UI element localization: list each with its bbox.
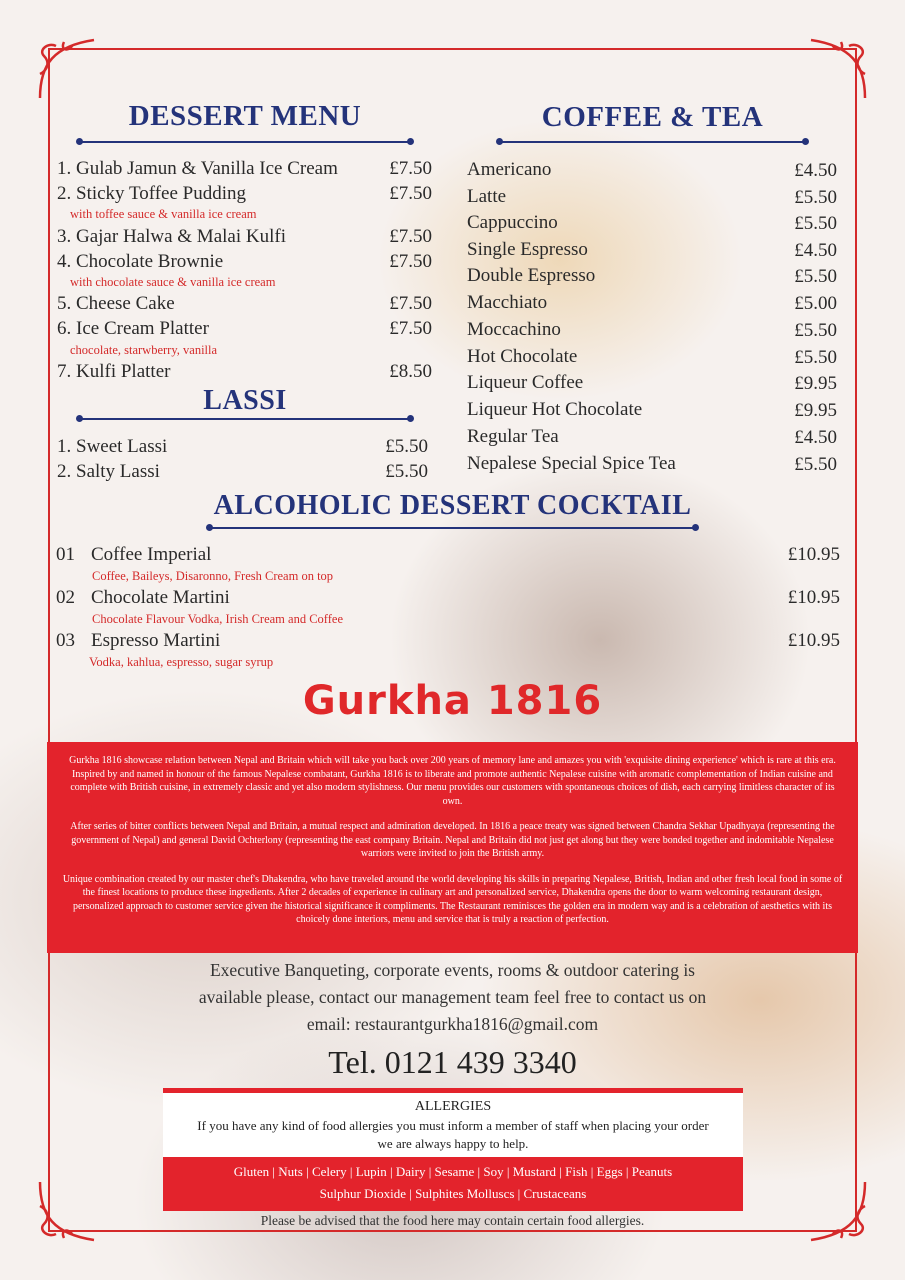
dessert-item-name: 3. Gajar Halwa & Malai Kulfi (57, 226, 286, 247)
allergen-list-line: Sulphur Dioxide | Sulphites Molluscs | Crustaceans (319, 1186, 587, 1201)
corner-ornament-icon (801, 34, 871, 104)
dessert-item-note: with toffee sauce & vanilla ice cream (70, 207, 257, 221)
allergen-list (163, 1157, 743, 1211)
cocktail-item-note: Vodka, kahlua, espresso, sugar syrup (89, 655, 274, 669)
dessert-item-price: £7.50 (389, 158, 432, 179)
corner-ornament-icon (34, 1176, 104, 1246)
brand-logo: Gurkha 1816 (302, 678, 603, 724)
dessert-item-name: 7. Kulfi Platter (57, 361, 171, 382)
contact-email: email: restaurantgurkha1816@gmail.com (306, 1014, 599, 1034)
dessert-item-name: 6. Ice Cream Platter (57, 318, 209, 339)
coffee-item-price: £5.00 (794, 293, 837, 314)
cocktail-item-name: Chocolate Martini (91, 587, 230, 608)
coffee-item-name: Liqueur Hot Chocolate (467, 399, 643, 420)
about-paragraph: After series of bitter conflicts between Nepal and Britain, a mutual respect and admiration developed. In 1816 a peace treaty was signed between Chandra Sekhar Upadhyaya (representing the government of Nepal) and general David Ochterlony (representing the east company Britain. Nepal and Britain did not just get along but they were bonded together and indomitable Nepalese warriors were invited to join the British army. (70, 821, 835, 859)
cocktail-heading: ALCOHOLIC DESSERT COCKTAIL (213, 490, 692, 521)
dessert-item-price: £7.50 (389, 251, 432, 272)
corner-ornament-icon (34, 34, 104, 104)
about-paragraph: Unique combination created by our master chef's Dhakendra, who have traveled around the world developing his skills in preparing Nepalese, British, Indian and other fresh local food in some of the finest locations to produce these ingredients. After 2 decades of experience in culinary art and personalized service, Dhakendra opens the door to warm welcoming restaurant design, personalized approach to customer service given the historical significance it compliments. The Restaurant reminisces the golden era in modern way and is a celebration of aesthetics with its choicely done interiors, menu and service that is truly a reaction of perfection. (62, 873, 843, 925)
coffee-item-name: Cappuccino (467, 212, 558, 233)
allergies-panel (163, 1088, 743, 1211)
dessert-item-name: 4. Chocolate Brownie (57, 251, 224, 272)
allergies-notice-line: we are always happy to help. (377, 1136, 529, 1151)
allergies-title: ALLERGIES (414, 1099, 492, 1114)
dessert-item-price: £7.50 (389, 226, 432, 247)
cocktail-item-number: 01 (56, 544, 75, 565)
coffee-item-price: £5.50 (794, 454, 837, 475)
coffee-item-price: £5.50 (794, 320, 837, 341)
heading-divider (80, 418, 410, 420)
about-paragraph: Gurkha 1816 showcase relation between Nepal and Britain which will take you back over 200 years of memory lane and amazes you with 'exquisite dining experience' which is rare at this era. Inspired by and named in honour of the famous Nepalese combatant, Gurkha 1816 is to liberate and promote authentic Nepalese cuisine with aromatic complementation of Indian cuisine and complete with British cuisine, in extremely classic and yet also modern stylishness. Our menu provides our customers with spontaneous choices of dish, each carrying limitless character of its own. (69, 755, 836, 807)
heading-divider (210, 527, 695, 529)
coffee-heading: COFFEE & TEA (541, 101, 764, 133)
cocktail-item-number: 02 (56, 587, 75, 608)
cocktail-item-name: Espresso Martini (91, 630, 221, 651)
coffee-item-name: Americano (467, 159, 552, 180)
heading-divider (500, 141, 805, 143)
coffee-item-name: Latte (467, 186, 507, 207)
dessert-item-note: chocolate, starwberry, vanilla (70, 343, 218, 357)
lassi-item-price: £5.50 (385, 461, 428, 482)
corner-ornament-icon (801, 1176, 871, 1246)
allergies-notice-line: If you have any kind of food allergies you must inform a member of staff when placing your order (197, 1118, 709, 1133)
lassi-item-price: £5.50 (385, 436, 428, 457)
dessert-item-name: 2. Sticky Toffee Pudding (57, 183, 247, 204)
cocktail-item-name: Coffee Imperial (91, 544, 212, 565)
coffee-item-price: £4.50 (794, 427, 837, 448)
dessert-item-price: £7.50 (389, 183, 432, 204)
coffee-item-price: £5.50 (794, 347, 837, 368)
coffee-item-name: Nepalese Special Spice Tea (467, 453, 676, 474)
allergy-advice: Please be advised that the food here may contain certain food allergies. (260, 1213, 645, 1228)
contact-line: Executive Banqueting, corporate events, rooms & outdoor catering is (209, 960, 695, 980)
dessert-item-price: £7.50 (389, 318, 432, 339)
coffee-item-name: Hot Chocolate (467, 346, 578, 367)
coffee-item-price: £5.50 (794, 213, 837, 234)
dessert-item-name: 5. Cheese Cake (57, 293, 175, 314)
lassi-heading: LASSI (203, 385, 287, 416)
allergen-list-line: Gluten | Nuts | Celery | Lupin | Dairy | Sesame | Soy | Mustard | Fish | Eggs | Peanuts (233, 1164, 673, 1179)
coffee-item-name: Regular Tea (467, 426, 559, 447)
coffee-item-name: Moccachino (467, 319, 561, 340)
dessert-heading: DESSERT MENU (128, 100, 362, 132)
about-section (47, 742, 858, 953)
lassi-item-name: 1. Sweet Lassi (57, 436, 168, 457)
cocktail-item-note: Chocolate Flavour Vodka, Irish Cream and Coffee (92, 612, 343, 626)
lassi-item-name: 2. Salty Lassi (57, 461, 160, 482)
coffee-item-name: Double Espresso (467, 265, 596, 286)
coffee-item-name: Liqueur Coffee (467, 372, 584, 393)
heading-divider (80, 141, 410, 143)
telephone-number: Tel. 0121 439 3340 (328, 1044, 577, 1080)
coffee-item-name: Single Espresso (467, 239, 588, 260)
contact-line: available please, contact our management team feel free to contact us on (198, 987, 707, 1007)
dessert-item-note: with chocolate sauce & vanilla ice cream (70, 275, 276, 289)
coffee-item-price: £9.95 (794, 373, 837, 394)
coffee-item-price: £4.50 (794, 240, 837, 261)
cocktail-item-price: £10.95 (787, 587, 840, 608)
dessert-item-price: £7.50 (389, 293, 432, 314)
cocktail-item-note: Coffee, Baileys, Disaronno, Fresh Cream on top (92, 569, 334, 583)
cocktail-item-price: £10.95 (787, 630, 840, 651)
cocktail-item-number: 03 (56, 630, 75, 651)
cocktail-item-price: £10.95 (787, 544, 840, 565)
dessert-item-name: 1. Gulab Jamun & Vanilla Ice Cream (57, 158, 338, 179)
coffee-item-price: £5.50 (794, 187, 837, 208)
dessert-item-price: £8.50 (389, 361, 432, 382)
coffee-item-price: £4.50 (794, 160, 837, 181)
coffee-item-price: £5.50 (794, 266, 837, 287)
coffee-item-price: £9.95 (794, 400, 837, 421)
coffee-item-name: Macchiato (467, 292, 548, 313)
allergies-notice (163, 1117, 743, 1153)
